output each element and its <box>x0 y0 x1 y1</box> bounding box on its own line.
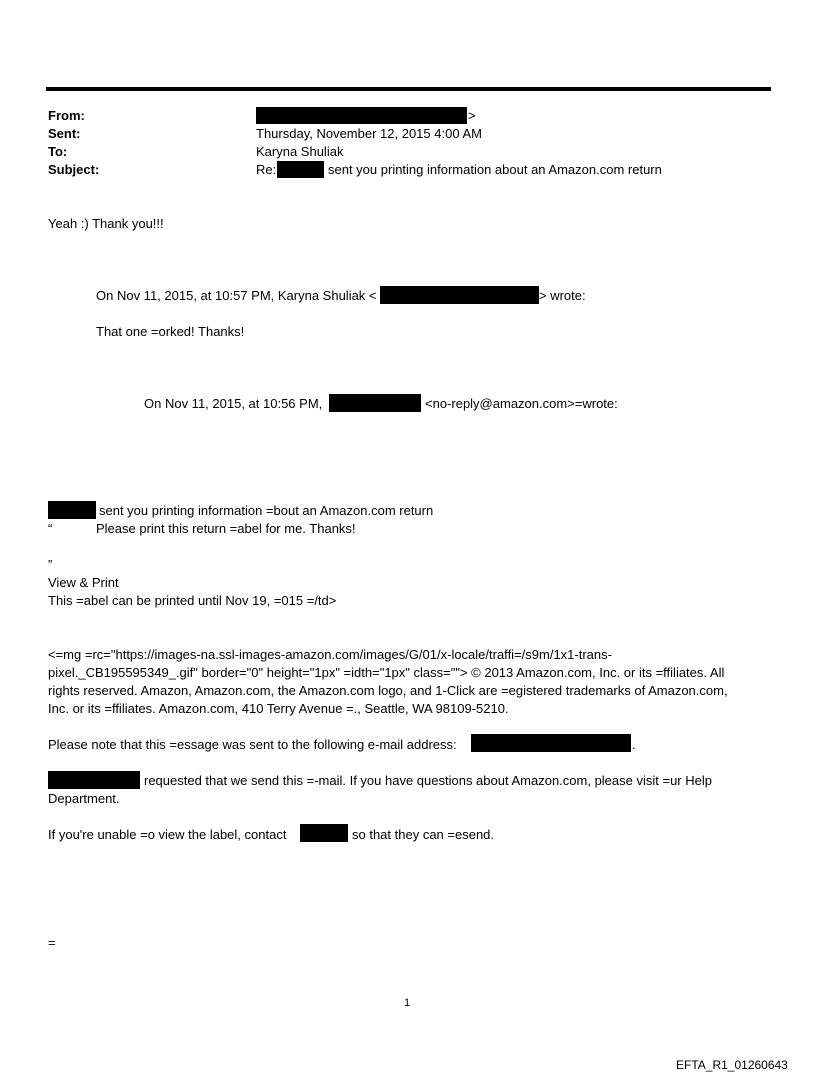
quote2-suffix: <no-reply@amazon.com>=wrote: <box>425 396 618 411</box>
unable-suffix: so that they can =esend. <box>352 827 495 842</box>
unable-prefix: If you're unable =o view the label, contact <box>48 827 287 842</box>
requester-redaction <box>48 771 140 789</box>
note-period: . <box>632 737 636 752</box>
printable-until: This =abel can be printed until Nov 19, =015 =/td> <box>48 593 337 608</box>
sender-redaction <box>48 501 96 519</box>
subject-redaction <box>277 161 324 178</box>
trailing-equals: = <box>48 935 56 950</box>
to-label: To: <box>48 144 68 159</box>
img-line-1: <=mg =rc="https://images-na.ssl-images-amazon.com/images/G/01/x-locale/traffi=/s9m/1x1-trans- <box>48 647 612 662</box>
quote2-name-redaction <box>329 394 421 412</box>
address-redaction <box>471 734 631 752</box>
img-line-3: rights reserved. Amazon, Amazon.com, the Amazon.com logo, and 1-Click are =egistered trademarks of Amazon.com, <box>48 683 728 698</box>
page-number: 1 <box>404 997 411 1009</box>
sent-label: Sent: <box>48 126 81 141</box>
sent-value: Thursday, November 12, 2015 4:00 AM <box>256 126 482 141</box>
subject-label: Subject: <box>48 162 100 177</box>
note-address: Please note that this =essage was sent to the following e-mail address: <box>48 737 457 752</box>
quote-mark-open: “ <box>48 521 53 536</box>
subject-rest: sent you printing information about an Amazon.com return <box>328 162 662 177</box>
from-suffix: > <box>468 108 476 123</box>
quote1-prefix: On Nov 11, 2015, at 10:57 PM, Karyna Shuliak < <box>96 288 377 303</box>
document-id: EFTA_R1_01260643 <box>676 1058 788 1072</box>
header-rule <box>46 87 771 91</box>
quote1-suffix: > wrote: <box>539 288 586 303</box>
sent-info: sent you printing information =bout an Amazon.com return <box>99 503 434 518</box>
quote-mark-close: ” <box>48 557 53 572</box>
from-redaction <box>256 107 467 124</box>
print-request: Please print this return =abel for me. Thanks! <box>96 521 356 536</box>
from-label: From: <box>48 108 85 123</box>
contact-redaction <box>300 824 348 842</box>
view-print: View & Print <box>48 575 119 590</box>
quote2-prefix: On Nov 11, 2015, at 10:56 PM, <box>144 396 323 411</box>
quote1-text: That one =orked! Thanks! <box>96 324 245 339</box>
subject-prefix: Re: <box>256 162 277 177</box>
requested-line-1: requested that we send this =-mail. If you have questions about Amazon.com, please visit =ur Help <box>144 773 712 788</box>
requested-line-2: Department. <box>48 791 120 806</box>
reply-text: Yeah :) Thank you!!! <box>48 216 164 231</box>
to-value: Karyna Shuliak <box>256 144 344 159</box>
img-line-2: pixel._CB195595349_.gif" border="0" height="1px" =idth="1px" class=""> © 2013 Amazon.com, Inc. or its =ffiliates. All <box>48 665 725 680</box>
quote1-email-redaction <box>380 286 539 304</box>
img-line-4: Inc. or its =ffiliates. Amazon.com, 410 Terry Avenue =., Seattle, WA 98109-5210. <box>48 701 509 716</box>
